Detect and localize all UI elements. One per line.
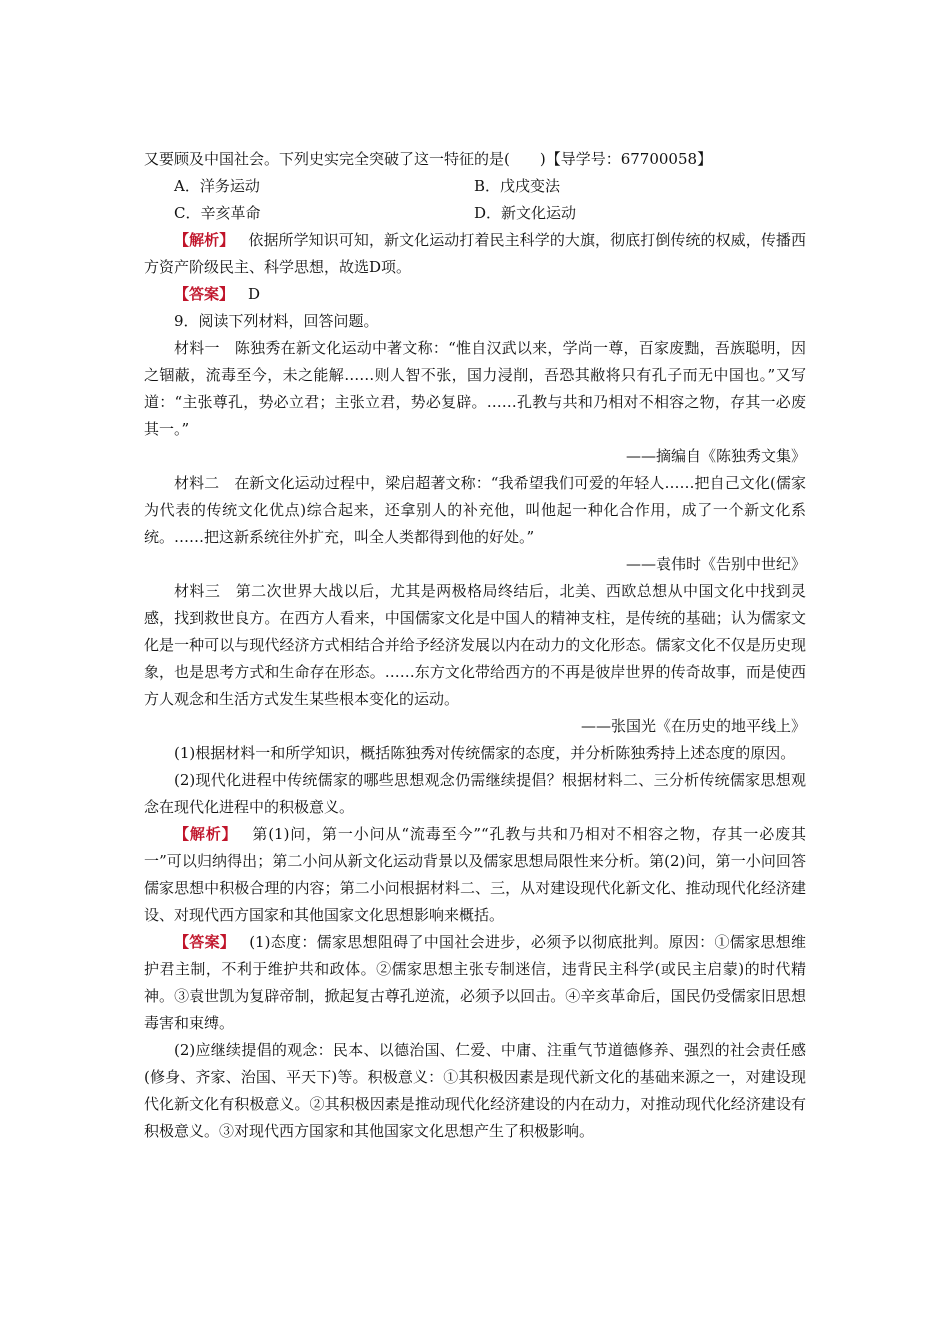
- q9-answer-2: (2)应继续提倡的观念：民本、以德治国、仁爱、中庸、注重气节道德修养、强烈的社会责任感(修身、齐家、治国、平天下)等。积极意义：①其积极因素是现代新文化的基础来源之一，对建设现代化新文化有积极意义。②其积极因素是推动现代化经济建设的内在动力，对推动现代化经济建设有积极意义。③对现代西方国家和其他国家文化思想产生了积极影响。: [144, 1041, 806, 1140]
- q8-analysis-text: 依据所学知识可知，新文化运动打着民主科学的大旗，彻底打倒传统的权威，传播西方资产阶级民主、科学思想，故选D项。: [144, 231, 806, 276]
- q9-question-2: (2)现代化进程中传统儒家的哪些思想观念仍需继续提倡？根据材料二、三分析传统儒家思想观念在现代化进程中的积极意义。: [144, 771, 806, 816]
- document-page: [144, 146, 806, 1145]
- q8-answer: [144, 281, 806, 308]
- q8-option-a: A．洋务运动: [174, 177, 260, 195]
- q8-option-d: D．新文化运动: [474, 204, 577, 222]
- q9-analysis-text: 第(1)问，第一小问从“流毒至今”“孔教与共和乃相对不相容之物，存其一必废其一”可以归纳得出；第二小问从新文化运动背景以及儒家思想局限性来分析。第(2)问，第一小问回答儒家思想中积极合理的内容；第二小问根据材料二、三，从对建设现代化新文化、推动现代化经济建设、对现代西方国家和其他国家文化思想影响来概括。: [144, 825, 806, 924]
- q8-options-row-1: [144, 173, 806, 200]
- q8-answer-text: D: [248, 285, 261, 303]
- q9-analysis: [144, 821, 806, 929]
- q9-answer-1: [144, 929, 806, 1037]
- q9-answer-tag: 【答案】: [174, 933, 236, 951]
- q9-material-2: 材料二 在新文化运动过程中，梁启超著文称：“我希望我们可爱的年轻人……把自己文化(儒家为代表的传统文化优点)综合起来，还拿别人的补充他，叫他起一种化合作用，成了一个新文化系统。……把这新系统往外扩充，叫全人类都得到他的好处。”: [144, 474, 806, 546]
- q8-analysis: [144, 227, 806, 281]
- q8-options-row-2: [144, 200, 806, 227]
- q8-option-c: C．辛亥革命: [174, 204, 261, 222]
- q9-answer-1-text: (1)态度：儒家思想阻碍了中国社会进步，必须予以彻底批判。原因：①儒家思想维护君主制，不利于维护共和政体。②儒家思想主张专制迷信，违背民主科学(或民主启蒙)的时代精神。③袁世凯为复辟帝制，掀起复古尊孔逆流，必须予以回击。④辛亥革命后，国民仍受儒家旧思想毒害和束缚。: [144, 933, 806, 1032]
- q9-material-3-source: ——张国光《在历史的地平线上》: [580, 717, 806, 735]
- q9-question-1: (1)根据材料一和所学知识，概括陈独秀对传统儒家的态度，并分析陈独秀持上述态度的原因。: [174, 744, 796, 762]
- q8-stem: 又要顾及中国社会。下列史实完全突破了这一特征的是( ): [144, 150, 546, 168]
- q8-ref: 【导学号：67700058】: [545, 150, 713, 168]
- q8-option-b: B．戊戌变法: [474, 177, 561, 195]
- q9-title: 9．阅读下列材料，回答问题。: [174, 312, 379, 330]
- q9-material-2-source: ——袁伟时《告别中世纪》: [625, 555, 806, 573]
- q8-stem-line: [144, 146, 806, 173]
- q9-material-1-source: ——摘编自《陈独秀文集》: [625, 447, 806, 465]
- q9-analysis-tag: 【解析】: [174, 825, 238, 843]
- q8-analysis-tag: 【解析】: [174, 231, 235, 249]
- q9-material-1: 材料一 陈独秀在新文化运动中著文称：“惟自汉武以来，学尚一尊，百家废黜，吾族聪明，因之锢蔽，流毒至今，未之能解……则人智不张，国力浸削，吾恐其敝将只有孔子而无中国也。”又写道：“主张尊孔，势必立君；主张立君，势必复辟。……孔教与共和乃相对不相容之物，存其一必废其一。”: [144, 339, 806, 438]
- q9-material-3: 材料三 第二次世界大战以后，尤其是两极格局终结后，北美、西欧总想从中国文化中找到灵感，找到救世良方。在西方人看来，中国儒家文化是中国人的精神支柱，是传统的基础；认为儒家文化是一种可以与现代经济方式相结合并给予经济发展以内在动力的文化形态。儒家文化不仅是历史现象，也是思考方式和生命存在形态。……东方文化带给西方的不再是彼岸世界的传奇故事，而是使西方人观念和生活方式发生某些根本变化的运动。: [144, 582, 806, 708]
- q8-answer-tag: 【答案】: [174, 285, 235, 303]
